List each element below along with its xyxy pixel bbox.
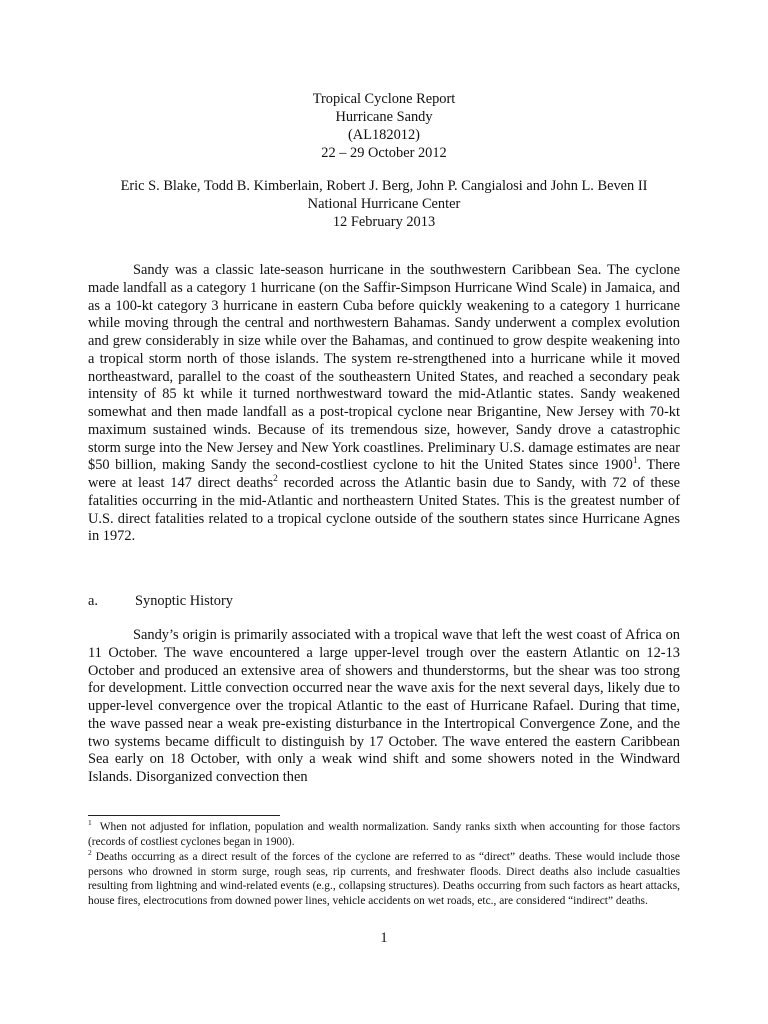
report-type: Tropical Cyclone Report — [312, 91, 456, 107]
footnote-1 — [88, 820, 680, 849]
section-title: Synoptic History — [135, 593, 233, 609]
footnote-marker: 1 — [88, 818, 92, 828]
summary-paragraph — [88, 262, 680, 546]
synoptic-history-paragraph: Sandy’s origin is primarily associated with a tropical wave that left the west coast of Africa on 11 October. The wave encountered a large upper-level trough over the eastern Atlantic on 12-13 October and produced an extensive area of showers and thunderstorms, but the shear was too strong for development. Little convection occurred near the wave axis for the next several days, likely due to upper-level convergence over the tropical Atlantic to the east of Hurricane Rafael. During that time, the wave passed near a weak pre-existing disturbance in the Intertropical Convergence Zone, and the two systems became difficult to distinguish by 17 October. The wave entered the eastern Caribbean Sea early on 18 October, with only a weak wind shift and some showers noted in the Windward Islands. Disorganized convection then — [88, 627, 680, 785]
footnote-ref-1: 1 — [632, 456, 638, 467]
organization: National Hurricane Center — [307, 196, 461, 212]
section-letter: a. — [88, 593, 98, 609]
summary-text-1: Sandy was a classic late-season hurricane in the southwestern Caribbean Sea. The cyclone made landfall as a category 1 hurricane (on the Saffir-Simpson Hurricane Wind Scale) in Jamaica, and as a 100-kt category 3 hurricane in eastern Cuba before quickly weakening to a category 1 hurricane while moving through the central and northwestern Bahamas. Sandy underwent a complex evolution and grew considerably in size while over the Bahamas, and continued to grow despite weakening into a tropical storm north of those islands. The system re-strengthened into a hurricane while it moved northeastward, parallel to the coast of the southeastern United States, and reached a secondary peak intensity of 85 kt while it turned northwestward toward the mid-Atlantic states. Sandy weakened somewhat and then made landfall as a post-tropical cyclone near Brigantine, New Jersey with 70-kt maximum sustained winds. Because of its tremendous size, however, Sandy drove a catastrophic storm surge into the New Jersey and New York coastlines. Preliminary U.S. damage estimates are near $50 billion, making Sandy the second-costliest cyclone to hit the United States since 1900 — [88, 262, 680, 474]
storm-id: (AL182012) — [348, 127, 420, 143]
summary-text-3: recorded across the Atlantic basin due to Sandy, with 72 of these fatalities occurring in the mid-Atlantic and northeastern United States. This is the greatest number of U.S. direct fatalities related to a tropical cyclone outside of the southern states since Hurricane Agnes in 1972. — [88, 475, 680, 545]
storm-name: Hurricane Sandy — [335, 109, 433, 125]
report-title-block — [0, 90, 768, 162]
byline-block — [0, 177, 768, 231]
footnote-text: When not adjusted for inflation, population and wealth normalization. Sandy ranks sixth when accounting for those factors (records of costliest cyclones began in 1900). — [88, 821, 680, 848]
footnote-text: Deaths occurring as a direct result of the forces of the cyclone are referred to as “direct” deaths. These would include those persons who drowned in storm surge, rough seas, rip currents, and freshwater floods. Direct deaths also include casualties resulting from lightning and wind-related events (e.g., collapsing structures). Deaths occurring from such factors as heart attacks, house fires, electrocutions from downed power lines, vehicle accidents on wet roads, etc., are considered “indirect” deaths. — [88, 851, 680, 907]
report-date: 12 February 2013 — [332, 214, 436, 230]
footnote-2 — [88, 850, 680, 908]
footnote-ref-2: 2 — [273, 474, 278, 485]
footnote-divider — [88, 815, 280, 816]
section-heading-synoptic-history — [88, 592, 233, 610]
authors: Eric S. Blake, Todd B. Kimberlain, Robert J. Berg, John P. Cangialosi and John L. Beven II — [120, 178, 648, 194]
page-number: 1 — [380, 930, 388, 946]
summary-text-2: . There were at least 147 direct deaths — [88, 457, 680, 491]
footnote-marker: 2 — [88, 848, 92, 858]
storm-dates: 22 – 29 October 2012 — [321, 145, 447, 161]
